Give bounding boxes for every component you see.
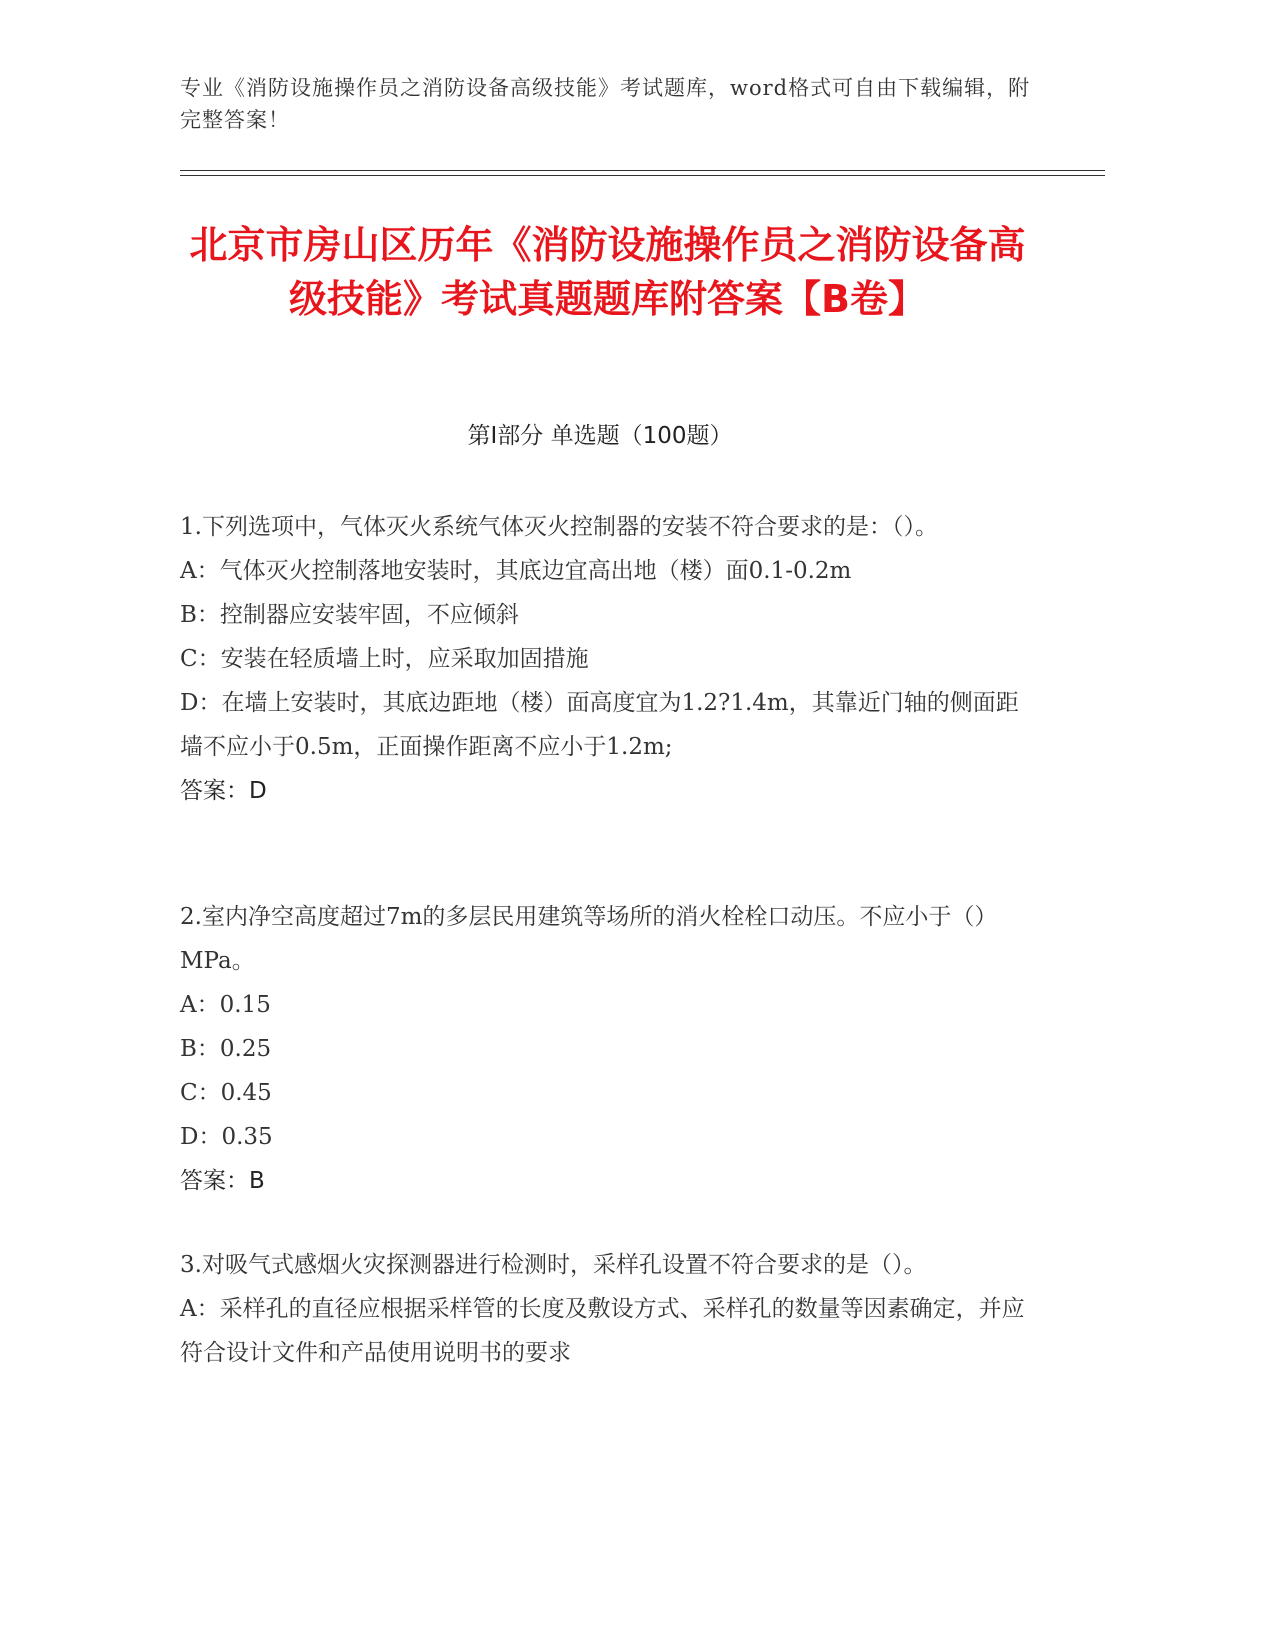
option-b: B：0.25	[180, 1036, 272, 1062]
question-2	[180, 895, 1040, 1203]
question-3	[180, 1243, 1040, 1375]
question-text: 3.对吸气式感烟火灾探测器进行检测时，采样孔设置不符合要求的是（）。	[180, 1252, 927, 1278]
question-1	[180, 505, 1040, 813]
option-b: B：控制器应安装牢固，不应倾斜	[180, 602, 519, 628]
option-d: D：0.35	[180, 1124, 273, 1150]
option-d: D：在墙上安装时，其底边距地（楼）面高度宜为1.2?1.4m，其靠近门轴的侧面距墙不应小于0.5m，正面操作距离不应小于1.2m;	[180, 690, 1019, 760]
header-note: 专业《消防设施操作员之消防设备高级技能》考试题库，word格式可自由下载编辑，附完整答案！	[180, 76, 1031, 132]
header-rule-bottom	[180, 175, 1105, 176]
header-rule-top	[180, 170, 1105, 171]
option-a: A：采样孔的直径应根据采样管的长度及敷设方式、采样孔的数量等因素确定，并应符合设计文件和产品使用说明书的要求	[180, 1296, 1025, 1366]
answer: 答案：D	[180, 778, 267, 804]
section-title: 第I部分 单选题（100题）	[467, 423, 733, 449]
document-title: 北京市房山区历年《消防设施操作员之消防设备高级技能》考试真题题库附答案【B卷】	[189, 223, 1026, 321]
question-text: 2.室内净空高度超过7m的多层民用建筑等场所的消火栓栓口动压。不应小于（）MPa。	[180, 904, 998, 974]
option-a: A：0.15	[180, 992, 271, 1018]
option-a: A：气体灭火控制落地安装时，其底边宜高出地（楼）面0.1-0.2m	[180, 558, 852, 584]
answer: 答案：B	[180, 1168, 265, 1194]
question-text: 1.下列选项中，气体灭火系统气体灭火控制器的安装不符合要求的是：（）。	[180, 514, 938, 540]
option-c: C：安装在轻质墙上时，应采取加固措施	[180, 646, 589, 672]
option-c: C：0.45	[180, 1080, 272, 1106]
